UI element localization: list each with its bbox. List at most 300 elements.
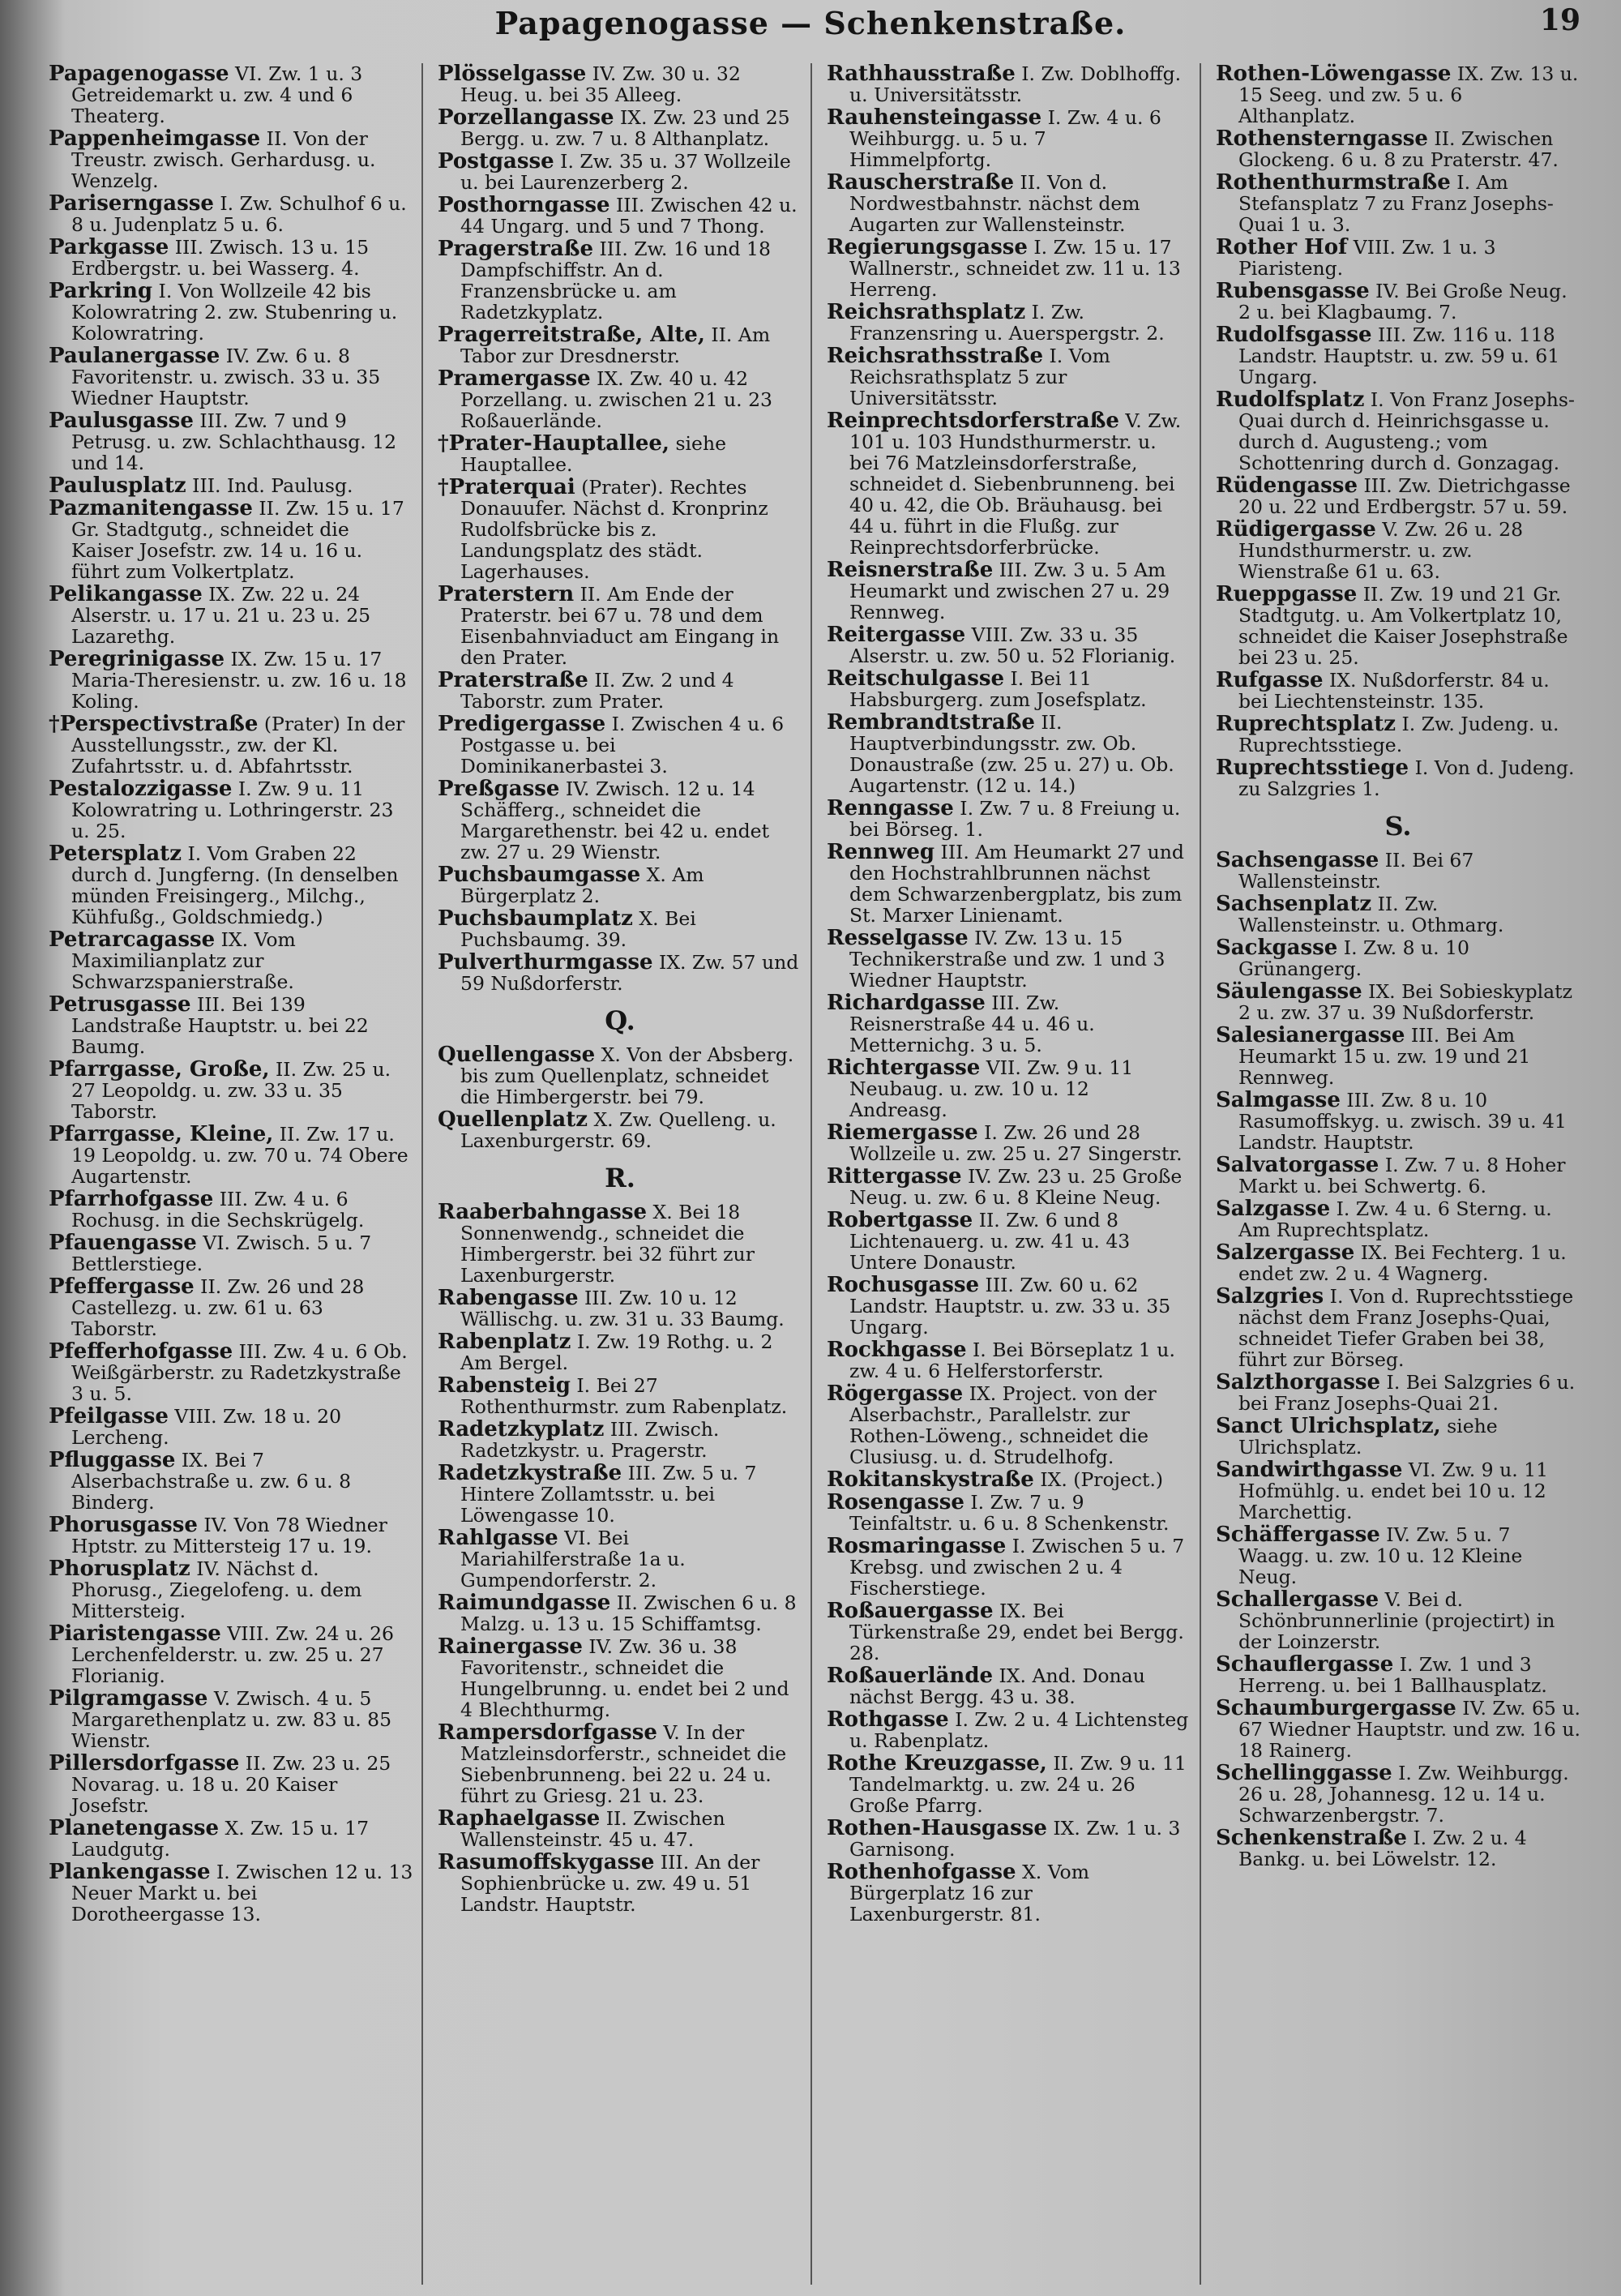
street-entry	[827, 1492, 1191, 1534]
street-entry	[49, 1276, 413, 1339]
street-entry	[827, 1665, 1191, 1707]
street-description: X. Am Bürgerplatz 2.	[460, 863, 704, 907]
street-description: III. Zw. 3 u. 5 Am Heumarkt und zwischen 27 u. 29 Rennweg.	[849, 559, 1170, 623]
street-description: IX. Bei Türkenstraße 29, endet bei Bergg. 28.	[849, 1600, 1184, 1664]
street-entry	[827, 63, 1191, 105]
street-name: Pfarrhofgasse	[49, 1187, 214, 1211]
street-entry	[49, 1861, 413, 1925]
street-description: I. Am Stefansplatz 7 zu Franz Josephs-Quai 1 u. 3.	[1238, 171, 1554, 236]
street-name: Schaumburgergasse	[1216, 1696, 1456, 1720]
street-entry	[438, 952, 802, 994]
street-name: Rabenplatz	[438, 1330, 571, 1354]
cross-marker: †	[49, 712, 60, 736]
street-entry	[1216, 1286, 1580, 1370]
street-name: Rahlgasse	[438, 1526, 558, 1550]
street-entry	[1216, 172, 1580, 235]
street-entry	[438, 324, 802, 366]
street-name: Peregrinigasse	[49, 647, 225, 671]
street-description: II. Hauptverbindungsstr. zw. Ob. Donaustraße (zw. 25 u. 27) u. Ob. Augartenstr. (12 u. 14.)	[849, 711, 1174, 797]
street-name: Schallergasse	[1216, 1587, 1379, 1612]
street-entry	[1216, 1763, 1580, 1826]
street-description: VII. Zw. 9 u. 11 Neubaug. u. zw. 10 u. 12 Andreasg.	[849, 1056, 1134, 1121]
street-description: III. Zwisch. 13 u. 15 Erdbergstr. u. bei Wasserg. 4.	[71, 236, 370, 280]
street-name: Petrusgasse	[49, 992, 191, 1017]
street-name: Rasumoffskygasse	[438, 1850, 655, 1874]
street-entry	[827, 559, 1191, 623]
page-number: 19	[1539, 3, 1580, 37]
street-description: V. Bei d. Schönbrunnerlinie (projectirt) in der Loinzerstr.	[1238, 1588, 1555, 1653]
street-entry	[438, 433, 802, 475]
street-entry	[49, 1124, 413, 1187]
street-description: IV. Zw. 5 u. 7 Waagg. u. zw. 10 u. 12 Kleine Neug.	[1238, 1523, 1523, 1588]
street-entry	[1216, 1090, 1580, 1153]
street-description: VI. Zw. 9 u. 11 Hofmühlg. u. endet bei 10 u. 12 Marchettig.	[1238, 1459, 1549, 1523]
street-entry	[49, 1688, 413, 1751]
street-name: Ruprechtsplatz	[1216, 712, 1396, 736]
street-name: Predigergasse	[438, 712, 606, 736]
street-entry	[827, 1274, 1191, 1338]
street-description: I. Bei Börseplatz 1 u. zw. 4 u. 6 Helferstorferstr.	[849, 1339, 1175, 1382]
street-description: VI. Zwisch. 5 u. 7 Bettlerstiege.	[71, 1232, 372, 1275]
street-name: Rother Hof	[1216, 235, 1348, 259]
street-description: III. Zw. 8 u. 10 Rasumoffskyg. u. zwisch. 39 u. 41 Landstr. Hauptstr.	[1238, 1089, 1567, 1154]
street-entry	[438, 151, 802, 193]
street-name: Pariserngasse	[49, 191, 214, 216]
street-description: II. Zw. 25 u. 27 Leopoldg. u. zw. 33 u. 35 Taborstr.	[71, 1058, 391, 1123]
street-entry	[1216, 893, 1580, 936]
street-description: I. Zw. 35 u. 37 Wollzeile u. bei Laurenzerberg 2.	[460, 150, 791, 194]
street-description: III. Zwisch. Radetzkystr. u. Pragerstr.	[460, 1418, 720, 1462]
street-name: Rosmaringasse	[827, 1534, 1007, 1558]
street-description: I. Von d. Ruprechtsstiege nächst dem Franz Josephs-Quai, schneidet Tiefer Graben bei 38, führt zur Börseg.	[1238, 1285, 1574, 1371]
street-description: VIII. Zw. 1 u. 3 Piaristeng.	[1238, 236, 1496, 280]
street-entry	[438, 1419, 802, 1461]
street-name: Salmgasse	[1216, 1088, 1341, 1112]
column-4	[1216, 63, 1589, 2285]
street-description: III. Zw. Reisnerstraße 44 u. 46 u. Metternichg. 3 u. 5.	[849, 992, 1095, 1056]
street-description: II. Zw. 26 und 28 Castellezg. u. zw. 61 u. 63 Taborstr.	[71, 1275, 365, 1340]
street-name: Rauhensteingasse	[827, 105, 1042, 130]
street-name: Pfeilgasse	[49, 1404, 169, 1429]
street-name: Quellenplatz	[438, 1107, 588, 1132]
street-description: III. Zw. 5 u. 7 Hintere Zollamtsstr. u. bei Löwengasse 10.	[460, 1462, 757, 1527]
street-description: X. Von der Absberg. bis zum Quellenplatz, schneidet die Himbergerstr. bei 79.	[460, 1043, 794, 1108]
street-description: IX. Project. von der Alserbachstr., Parallelstr. zur Rothen-Löweng., schneidet die Clusiusg. u. d. Strudelhofg.	[849, 1382, 1157, 1468]
street-description: I. Zw. 2 u. 4 Lichtensteg u. Rabenplatz.	[849, 1708, 1189, 1752]
street-name: Salesianergasse	[1216, 1023, 1405, 1047]
street-entry	[827, 842, 1191, 926]
street-entry	[438, 1109, 802, 1151]
street-description: V. In der Matzleinsdorferstr., schneidet die Siebenbrunneng. bei 22 u. 24 u. führt zu Griesg. 21 u. 23.	[460, 1721, 787, 1807]
street-entry	[827, 172, 1191, 235]
street-description: III. Zw. 4 u. 6 Rochusg. in die Sechskrügelg.	[71, 1188, 365, 1232]
cross-marker: †	[438, 475, 449, 499]
street-description: III. Zw. Dietrichgasse 20 u. 22 und Erdbergstr. 57 u. 59.	[1238, 474, 1571, 518]
street-entry	[49, 281, 413, 344]
street-entry	[49, 193, 413, 235]
street-name: Rothensterngasse	[1216, 126, 1428, 151]
street-description: V. Zwisch. 4 u. 5 Margarethenplatz u. zw. 83 u. 85 Wienstr.	[71, 1687, 392, 1752]
street-name: Rothen-Löwengasse	[1216, 63, 1452, 86]
street-description: I. Zwischen 5 u. 7 Krebsg. und zwischen 2 u. 4 Fischerstiege.	[849, 1535, 1185, 1600]
street-name: Rudolfsgasse	[1216, 323, 1372, 347]
street-entry	[1216, 757, 1580, 799]
street-description: II. Zw. 2 und 4 Taborstr. zum Prater.	[460, 669, 734, 713]
street-description: II. Zw. 23 u. 25 Novarag. u. 18 u. 20 Kaiser Josefstr.	[71, 1752, 391, 1817]
street-entry	[49, 1341, 413, 1404]
street-description: IV. Zw. 13 u. 15 Technikerstraße und zw. 1 und 3 Wiedner Hauptstr.	[849, 927, 1165, 992]
street-entry	[438, 477, 802, 582]
street-entry	[1216, 475, 1580, 517]
street-name: Preßgasse	[438, 777, 560, 801]
street-name: Raaberbahngasse	[438, 1200, 647, 1224]
street-entry	[1216, 63, 1580, 126]
street-name: Rothenthurmstraße	[1216, 170, 1451, 195]
street-description: IX. Zw. 15 u. 17 Maria-Theresienstr. u. zw. 16 u. 18 Koling.	[71, 648, 407, 713]
street-description: I. Vom Reichsrathsplatz 5 zur Universitätsstr.	[849, 345, 1110, 409]
street-description: II. Von d. Nordwestbahnstr. nächst dem Augarten zur Wallensteinstr.	[849, 171, 1140, 236]
street-description: I. Zw. 15 u. 17 Wallnerstr., schneidet zw. 11 u. 13 Herreng.	[849, 236, 1181, 301]
street-description: II. Zw. 9 u. 11 Tandelmarktg. u. zw. 24 u. 26 Große Pfarrg.	[849, 1752, 1187, 1817]
street-entry	[1216, 713, 1580, 756]
street-description: IX. And. Donau nächst Bergg. 43 u. 38.	[849, 1664, 1145, 1708]
street-description: II. Zwischen Glockeng. 6 u. 8 zu Praterstr. 47.	[1238, 127, 1559, 171]
street-entry	[49, 475, 413, 496]
street-description: III. Zw. 10 u. 12 Wällischg. u. zw. 31 u. 33 Baumg.	[460, 1287, 785, 1330]
street-description: I. Bei Salzgries 6 u. bei Franz Josephs-Quai 21.	[1238, 1371, 1576, 1415]
street-name: Rampersdorfgasse	[438, 1720, 657, 1745]
street-entry	[438, 713, 802, 777]
street-entry	[49, 1450, 413, 1513]
street-entry	[49, 778, 413, 842]
street-entry	[827, 624, 1191, 666]
street-entry	[1216, 519, 1580, 582]
street-name: Phorusplatz	[49, 1557, 190, 1581]
street-name: Reichsrathsplatz	[827, 300, 1026, 324]
street-name: Roßauerlände	[827, 1664, 994, 1688]
street-name: Pelikangasse	[49, 582, 203, 606]
letter-heading: S.	[1384, 811, 1412, 842]
street-name: Sanct Ulrichsplatz,	[1216, 1414, 1441, 1438]
street-name: Rosengasse	[827, 1490, 964, 1514]
street-description: IV. Von 78 Wiedner Hptstr. zu Mittersteig 17 u. 19.	[71, 1514, 387, 1557]
street-name: Schenkenstraße	[1216, 1826, 1407, 1850]
street-entry	[438, 1202, 802, 1286]
street-entry	[1216, 281, 1580, 323]
street-name: Rothenhofgasse	[827, 1860, 1016, 1884]
column-1	[49, 63, 423, 2285]
street-name: Pillersdorfgasse	[49, 1751, 240, 1776]
street-entry	[49, 1059, 413, 1122]
street-name: Regierungsgasse	[827, 235, 1028, 259]
street-description: I. Zw. Franzensring u. Auerspergstr. 2.	[849, 301, 1165, 345]
letter-heading: Q.	[605, 1005, 635, 1036]
street-name: Salzergasse	[1216, 1240, 1355, 1265]
street-entry	[827, 1383, 1191, 1467]
street-entry	[1216, 670, 1580, 712]
street-description: I. Zw. Judeng. u. Ruprechtsstiege.	[1238, 713, 1559, 756]
street-name: Phorusgasse	[49, 1513, 198, 1537]
street-entry	[438, 195, 802, 237]
street-name: Rembrandtstraße	[827, 710, 1035, 735]
street-entry	[438, 1527, 802, 1591]
street-name: Rüdengasse	[1216, 473, 1358, 498]
street-description: III. Bei 139 Landstraße Hauptstr. u. bei 22 Baumg.	[71, 993, 369, 1058]
street-entry	[49, 498, 413, 582]
street-entry	[438, 670, 802, 712]
street-entry	[438, 1808, 802, 1850]
street-name: Säulengasse	[1216, 979, 1362, 1004]
street-name: Papagenogasse	[49, 63, 229, 86]
street-entry	[827, 1122, 1191, 1164]
street-name: Roßauergasse	[827, 1599, 994, 1623]
street-entry	[438, 1331, 802, 1373]
street-description: IV. Zw. 36 u. 38 Favoritenstr., schneidet die Hungelbrunng. u. endet bei 2 und 4 Blechthurmg.	[460, 1635, 789, 1721]
street-entry	[827, 1057, 1191, 1120]
street-description: II. Von der Treustr. zwisch. Gerhardusg. u. Wenzelg.	[71, 127, 376, 192]
street-description: II. Zw. 15 u. 17 Gr. Stadtgutg., schneidet die Kaiser Josefstr. zw. 14 u. 16 u. führt zum Volkertplatz.	[71, 497, 404, 583]
street-name: Reisnerstraße	[827, 558, 994, 582]
street-description: IX. Bei Fechterg. 1 u. endet zw. 2 u. 4 Wagnerg.	[1238, 1241, 1567, 1285]
street-name: Sachsengasse	[1216, 848, 1379, 872]
street-description: X. Bei Puchsbaumg. 39.	[460, 907, 696, 951]
street-entry	[827, 668, 1191, 710]
street-name: Rabensteig	[438, 1373, 571, 1398]
street-name: Rufgasse	[1216, 668, 1324, 692]
street-name: Rothe Kreuzgasse,	[827, 1751, 1047, 1776]
street-description: siehe Hauptallee.	[460, 432, 726, 476]
street-name: Rathhausstraße	[827, 63, 1016, 86]
street-name: Richtergasse	[827, 1056, 981, 1080]
street-name: Raphaelgasse	[438, 1806, 601, 1831]
street-name: Planetengasse	[49, 1816, 220, 1840]
street-entry	[1216, 981, 1580, 1023]
street-entry	[827, 345, 1191, 409]
street-description: IX. Zw. 23 und 25 Bergg. u. zw. 7 u. 8 Althanplatz.	[460, 106, 790, 150]
street-entry	[1216, 389, 1580, 473]
street-name: Rubensgasse	[1216, 279, 1370, 303]
street-description: V. Zw. 101 u. 103 Hundsthurmerstr. u. bei 76 Matzleinsdorferstraße, schneidet d. Siebenbrunneng. bei 40 u. 42, die Ob. Bräuhausg. bei 44 u. führt in die Flußg. zur Reinprechtsdorferbrücke.	[849, 409, 1182, 559]
street-name: Riemergasse	[827, 1120, 978, 1145]
street-entry	[49, 1623, 413, 1686]
street-entry	[1216, 1025, 1580, 1088]
street-name: Schauflergasse	[1216, 1652, 1394, 1677]
street-name: Pfarrgasse, Große,	[49, 1057, 270, 1082]
street-name: Plankengasse	[49, 1860, 211, 1884]
street-entry	[438, 1463, 802, 1526]
street-name: Pragerreitstraße, Alte,	[438, 323, 705, 347]
street-name: Pramergasse	[438, 366, 591, 391]
street-entry	[827, 1536, 1191, 1599]
street-entry	[827, 1600, 1191, 1664]
street-name: Quellengasse	[438, 1043, 596, 1067]
street-description: X. Zw. 15 u. 17 Laudgutg.	[71, 1817, 370, 1861]
street-entry	[1216, 1242, 1580, 1284]
street-description: II. Zw. 6 und 8 Lichtenauerg. u. zw. 41 u. 43 Untere Donaustr.	[849, 1209, 1131, 1274]
street-description: IX. (Project.)	[1033, 1468, 1164, 1491]
street-entry	[438, 1287, 802, 1330]
running-title: Papagenogasse — Schenkenstraße.	[494, 5, 1127, 41]
street-entry	[1216, 1654, 1580, 1696]
street-name: Perspectivstraße	[59, 712, 259, 736]
street-description: II. Zwischen Wallensteinstr. 45 u. 47.	[460, 1807, 725, 1851]
street-name: Reitergasse	[827, 623, 966, 647]
column-2	[438, 63, 812, 2285]
street-entry	[438, 107, 802, 149]
street-entry	[827, 1339, 1191, 1381]
street-description: III. Ind. Paulusg.	[186, 474, 353, 497]
street-description: I. Von d. Judeng. zu Salzgries 1.	[1238, 756, 1575, 800]
street-description: I. Von Wollzeile 42 bis Kolowratring 2. zw. Stubenring u. Kolowratring.	[71, 280, 398, 345]
street-entry	[1216, 128, 1580, 170]
street-name: Reichsrathsstraße	[827, 344, 1043, 368]
street-name: Radetzkystraße	[438, 1461, 622, 1485]
street-entry	[1216, 1154, 1580, 1197]
street-directory-columns	[49, 63, 1589, 2285]
street-entry	[49, 1406, 413, 1448]
street-description: I. Zw. 1 und 3 Herreng. u. bei 1 Ballhausplatz.	[1238, 1653, 1547, 1697]
street-entry	[1216, 1416, 1580, 1458]
street-entry	[1216, 1589, 1580, 1652]
street-description: I. Zw. 7 u. 8 Hoher Markt u. bei Schwertg. 6.	[1238, 1154, 1566, 1197]
street-description: III. Zw. 7 und 9 Petrusg. u. zw. Schlachthausg. 12 und 14.	[71, 409, 397, 474]
street-description: I. Zw. 8 u. 10 Grünangerg.	[1238, 936, 1469, 980]
street-entry	[49, 128, 413, 191]
street-description: I. Zw. Weihburgg. 26 u. 28, Johannesg. 12 u. 14 u. Schwarzenbergstr. 7.	[1238, 1762, 1569, 1827]
street-entry	[827, 798, 1191, 840]
street-name: Rüdigergasse	[1216, 517, 1376, 542]
letter-heading: R.	[605, 1163, 635, 1193]
street-entry	[438, 1375, 802, 1417]
street-description: I. Bei 27 Rothenthurmstr. zum Rabenplatz.	[460, 1374, 788, 1418]
street-name: Porzellangasse	[438, 105, 614, 130]
street-description: III. Zw. 4 u. 6 Ob. Weißgärberstr. zu Radetzkystraße 3 u. 5.	[71, 1340, 408, 1405]
street-entry	[1216, 1198, 1580, 1240]
street-description: III. Zw. 16 und 18 Dampfschiffstr. An d. Franzensbrücke u. am Radetzkyplatz.	[460, 238, 771, 323]
street-entry	[49, 345, 413, 409]
street-description: I. Zw. 19 Rothg. u. 2 Am Bergel.	[460, 1330, 773, 1374]
street-name: Puchsbaumplatz	[438, 906, 633, 931]
street-name: Salzthorgasse	[1216, 1370, 1381, 1394]
street-description: VIII. Zw. 24 u. 26 Lerchenfelderstr. u. zw. 25 u. 27 Florianig.	[71, 1622, 394, 1687]
street-description: I. Vom Graben 22 durch d. Jungferng. (In denselben münden Freisingerg., Milchg., Kühfußg., Goldschmiedg.)	[71, 842, 399, 928]
street-name: Paulusgasse	[49, 409, 194, 433]
street-entry	[438, 238, 802, 323]
street-entry	[827, 1818, 1191, 1860]
street-name: Parkring	[49, 279, 153, 303]
street-name: Paulusplatz	[49, 473, 186, 498]
street-name: Rabengasse	[438, 1286, 579, 1310]
street-entry	[438, 1722, 802, 1806]
street-description: I. Zw. 7 u. 8 Freiung u. bei Börseg. 1.	[849, 797, 1181, 841]
page-header	[0, 0, 1621, 65]
street-description: IX. Zw. 40 u. 42 Porzellang. u. zwischen 21 u. 23 Roßauerlände.	[460, 367, 772, 432]
street-entry	[1216, 1372, 1580, 1414]
street-description: VIII. Zw. 33 u. 35 Alserstr. u. zw. 50 u. 52 Florianig.	[849, 623, 1176, 667]
street-entry	[827, 302, 1191, 344]
street-entry	[49, 1753, 413, 1816]
street-description: IX. Bei 7 Alserbachstraße u. zw. 6 u. 8 Binderg.	[71, 1449, 352, 1514]
street-name: Robertgasse	[827, 1208, 973, 1232]
street-entry	[827, 992, 1191, 1056]
street-description: IX. Nußdorferstr. 84 u. bei Liechtensteinstr. 135.	[1238, 669, 1550, 713]
street-entry	[49, 1818, 413, 1860]
street-description: II. Zw. 17 u. 19 Leopoldg. u. zw. 70 u. 74 Obere Augartenstr.	[71, 1123, 408, 1188]
street-entry	[1216, 324, 1580, 388]
street-name: Radetzkyplatz	[438, 1417, 605, 1441]
street-description: II. Bei 67 Wallensteinstr.	[1238, 849, 1474, 893]
street-name: Raimundgasse	[438, 1591, 611, 1615]
street-name: Pfluggasse	[49, 1448, 176, 1472]
street-name: Rudolfsplatz	[1216, 388, 1365, 412]
street-description: III. Am Heumarkt 27 und den Hochstrahlbrunnen nächst dem Schwarzenbergplatz, bis zum St. Marxer Linienamt.	[849, 841, 1184, 927]
street-name: Pragerstraße	[438, 237, 594, 261]
street-name: Ruprechtsstiege	[1216, 756, 1409, 780]
street-name: Reinprechtsdorferstraße	[827, 409, 1119, 433]
street-name: Posthorngasse	[438, 193, 610, 217]
street-entry	[827, 1166, 1191, 1208]
street-entry	[827, 107, 1191, 170]
street-name: Richardgasse	[827, 991, 986, 1015]
street-entry	[827, 1709, 1191, 1751]
street-description: IX. Zw. 22 u. 24 Alserstr. u. 17 u. 21 u. 23 u. 25 Lazarethg.	[71, 583, 371, 648]
cross-marker: †	[438, 431, 449, 456]
street-name: Salzgasse	[1216, 1197, 1331, 1221]
street-name: Paulanergasse	[49, 344, 220, 368]
column-3	[827, 63, 1201, 2285]
street-entry	[49, 1558, 413, 1621]
street-description: I. Zwischen 12 u. 13 Neuer Markt u. bei Dorotheergasse 13.	[71, 1861, 413, 1925]
street-entry	[49, 1189, 413, 1231]
street-name: Piaristengasse	[49, 1621, 221, 1646]
street-entry	[827, 1861, 1191, 1925]
street-entry	[49, 1514, 413, 1557]
street-entry	[438, 584, 802, 668]
street-name: Salzgries	[1216, 1284, 1324, 1309]
street-entry	[438, 1636, 802, 1720]
street-entry	[438, 1592, 802, 1634]
street-name: Rainergasse	[438, 1634, 583, 1659]
street-name: Resselgasse	[827, 926, 969, 950]
street-name: Reitschulgasse	[827, 666, 1005, 691]
street-name: Pfauengasse	[49, 1231, 197, 1255]
street-name: Pulverthurmgasse	[438, 950, 653, 975]
street-description: I. Zw. Schulhof 6 u. 8 u. Judenplatz 5 u. 6.	[71, 192, 407, 236]
street-description: VIII. Zw. 18 u. 20 Lercheng.	[71, 1405, 342, 1449]
street-description: IX. Zw. 13 u. 15 Seeg. und zw. 5 u. 6 Althanplatz.	[1238, 63, 1579, 127]
street-description: I. Zw. 26 und 28 Wollzeile u. zw. 25 u. 27 Singerstr.	[849, 1121, 1183, 1165]
street-entry	[49, 63, 413, 126]
street-name: Pappenheimgasse	[49, 126, 261, 151]
street-name: Pfarrgasse, Kleine,	[49, 1122, 274, 1146]
street-description: III. Bei Am Heumarkt 15 u. zw. 19 und 21 Rennweg.	[1238, 1024, 1531, 1089]
street-name: Rögergasse	[827, 1381, 964, 1406]
street-description: I. Zw. 9 u. 11 Kolowratring u. Lothringerstr. 23 u. 25.	[71, 777, 394, 842]
street-entry	[438, 864, 802, 906]
street-description: I. Zw. Doblhoffg. u. Universitätsstr.	[849, 63, 1182, 106]
street-description: I. Zwischen 4 u. 6 Postgasse u. bei Dominikanerbastei 3.	[460, 713, 785, 777]
street-description: II. Zw. Wallensteinstr. u. Othmarg.	[1238, 893, 1504, 936]
street-description: IV. Zw. 23 u. 25 Große Neug. u. zw. 6 u. 8 Kleine Neug.	[849, 1165, 1183, 1209]
street-entry	[1216, 1827, 1580, 1870]
street-description: V. Zw. 26 u. 28 Hundsthurmerstr. u. zw. Wienstraße 61 u. 63.	[1238, 518, 1524, 583]
street-description: I. Zw. 2 u. 4 Bankg. u. bei Löwelstr. 12.	[1238, 1827, 1527, 1870]
street-name: Rothen-Hausgasse	[827, 1816, 1047, 1840]
street-entry	[49, 1232, 413, 1274]
street-description: IX. Zw. 1 u. 3 Garnisong.	[849, 1817, 1181, 1861]
street-entry	[1216, 237, 1580, 279]
street-name: Rennweg	[827, 840, 935, 864]
